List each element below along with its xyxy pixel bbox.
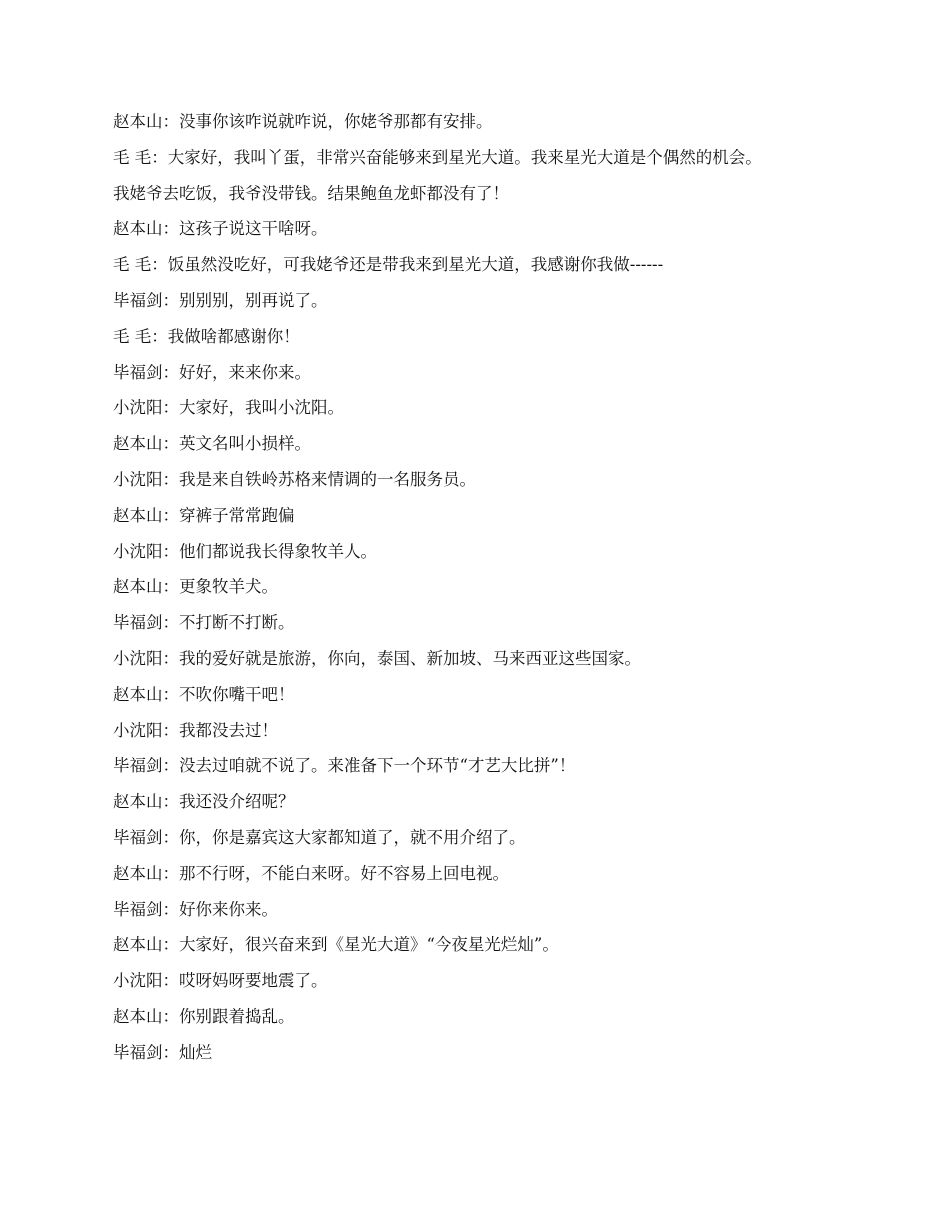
dialogue-line: 赵本山：不吹你嘴干吧！ bbox=[113, 684, 295, 704]
dialogue-line: 赵本山：大家好，很兴奋来到《星光大道》“今夜星光烂灿”。 bbox=[113, 935, 559, 955]
dialogue-line: 赵本山：我还没介绍呢？ bbox=[113, 792, 295, 812]
dialogue-line: 赵本山：更象牧羊犬。 bbox=[113, 577, 278, 597]
dialogue-line: 赵本山：英文名叫小损样。 bbox=[113, 434, 311, 454]
dialogue-line: 赵本山：这孩子说这干啥呀。 bbox=[113, 219, 328, 239]
dialogue-line: 小沈阳：大家好，我叫小沈阳。 bbox=[113, 398, 344, 418]
dialogue-line: 小沈阳：我是来自铁岭苏格来情调的一名服务员。 bbox=[113, 469, 476, 489]
dialogue-line: 赵本山：你别跟着捣乱。 bbox=[113, 1006, 295, 1026]
dialogue-line: 毕福剑：你，你是嘉宾这大家都知道了，就不用介绍了。 bbox=[113, 827, 526, 847]
dialogue-line: 毕福剑：好你来你来。 bbox=[113, 899, 278, 919]
dialogue-line: 小沈阳：我的爱好就是旅游，你向，泰国、新加坡、马来西亚这些国家。 bbox=[113, 648, 641, 668]
dialogue-line: 毕福剑：灿烂 bbox=[113, 1042, 212, 1062]
dialogue-line: 我姥爷去吃饭，我爷没带钱。结果鲍鱼龙虾都没有了！ bbox=[113, 183, 509, 203]
dialogue-line: 毛 毛：大家好，我叫丫蛋，非常兴奋能够来到星光大道。我来星光大道是个偶然的机会。 bbox=[113, 147, 762, 167]
dialogue-line: 毛 毛：我做啥都感谢你！ bbox=[113, 326, 300, 346]
dialogue-line: 毕福剑：不打断不打断。 bbox=[113, 613, 295, 633]
dialogue-line: 赵本山：那不行呀，不能白来呀。好不容易上回电视。 bbox=[113, 863, 509, 883]
dialogue-line: 毕福剑：没去过咱就不说了。来准备下一个环节“才艺大比拼”！ bbox=[113, 756, 576, 776]
dialogue-line: 赵本山：没事你该咋说就咋说，你姥爷那都有安排。 bbox=[113, 112, 493, 131]
dialogue-line: 小沈阳：他们都说我长得象牧羊人。 bbox=[113, 541, 377, 561]
dialogue-text bbox=[113, 112, 813, 1079]
dialogue-line: 毛 毛：饭虽然没吃好，可我姥爷还是带我来到星光大道，我感谢你我做------ bbox=[113, 255, 664, 275]
dialogue-line: 小沈阳：哎呀妈呀要地震了。 bbox=[113, 971, 328, 991]
dialogue-line: 小沈阳：我都没去过！ bbox=[113, 720, 278, 740]
dialogue-line: 赵本山：穿裤子常常跑偏 bbox=[113, 505, 295, 525]
dialogue-line: 毕福剑：好好，来来你来。 bbox=[113, 362, 311, 382]
dialogue-line: 毕福剑：别别别，别再说了。 bbox=[113, 290, 328, 310]
